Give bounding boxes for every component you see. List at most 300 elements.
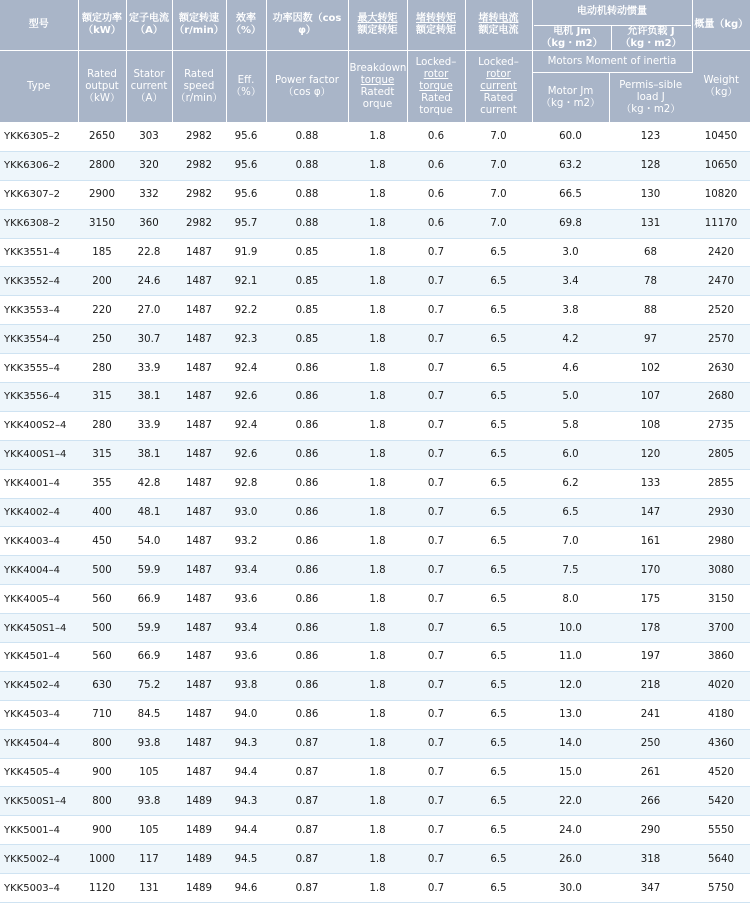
- stator-current-cell: 33.9: [126, 411, 172, 440]
- permissible-load-j-cell: 197: [609, 643, 692, 672]
- locked-rotor-current-cell: 6.5: [465, 440, 532, 469]
- rated-output-cell: 560: [78, 585, 126, 614]
- rated-speed-cell: 1487: [172, 556, 226, 585]
- motor-jm-cell: 15.0: [532, 758, 609, 787]
- locked-rotor-current-cell: 7.0: [465, 123, 532, 152]
- rated-output-cell: 500: [78, 614, 126, 643]
- locked-rotor-torque-cell: 0.7: [407, 238, 465, 267]
- motor-jm-cell: 4.6: [532, 354, 609, 383]
- power-factor-cell: 0.85: [266, 267, 348, 296]
- table-row: [0, 498, 750, 527]
- rated-speed-cell: 1489: [172, 874, 226, 903]
- rated-output-cell: 900: [78, 758, 126, 787]
- stator-current-cell: 42.8: [126, 469, 172, 498]
- rated-output-cell: 900: [78, 816, 126, 845]
- table-row: [0, 874, 750, 903]
- rated-speed-cell: 1487: [172, 671, 226, 700]
- table-row: [0, 325, 750, 354]
- motor-jm-cell: 3.8: [532, 296, 609, 325]
- power-factor-cell: 0.86: [266, 614, 348, 643]
- table-row: [0, 469, 750, 498]
- type-cell: YKK5003–4: [0, 874, 78, 903]
- stator-current-cell: 33.9: [126, 354, 172, 383]
- rated-speed-cell: 1487: [172, 585, 226, 614]
- locked-rotor-torque-cell: 0.7: [407, 758, 465, 787]
- stator-current-cell: 54.0: [126, 527, 172, 556]
- breakdown-torque-cell: 1.8: [348, 787, 407, 816]
- locked-rotor-torque-cell: 0.7: [407, 354, 465, 383]
- header-type-en: Type: [0, 51, 78, 123]
- stator-current-cell: 360: [126, 209, 172, 238]
- locked-rotor-current-cell: 6.5: [465, 729, 532, 758]
- header-output-cn: 额定功率（kW）: [78, 0, 126, 51]
- permissible-load-j-cell: 250: [609, 729, 692, 758]
- type-cell: YKK4005–4: [0, 585, 78, 614]
- motor-jm-cell: 5.0: [532, 383, 609, 412]
- power-factor-cell: 0.86: [266, 643, 348, 672]
- motor-jm-cell: 22.0: [532, 787, 609, 816]
- rated-output-cell: 250: [78, 325, 126, 354]
- table-row: [0, 238, 750, 267]
- rated-speed-cell: 1487: [172, 440, 226, 469]
- efficiency-cell: 92.1: [226, 267, 266, 296]
- table-header: [0, 0, 750, 123]
- weight-cell: 11170: [692, 209, 750, 238]
- motor-jm-cell: 30.0: [532, 874, 609, 903]
- power-factor-cell: 0.87: [266, 787, 348, 816]
- breakdown-torque-cell: 1.8: [348, 411, 407, 440]
- locked-rotor-current-cell: 7.0: [465, 209, 532, 238]
- weight-cell: 3080: [692, 556, 750, 585]
- stator-current-cell: 131: [126, 874, 172, 903]
- power-factor-cell: 0.88: [266, 123, 348, 152]
- permissible-load-j-cell: 120: [609, 440, 692, 469]
- type-cell: YKK3551–4: [0, 238, 78, 267]
- power-factor-cell: 0.86: [266, 383, 348, 412]
- header-pf-en: Power factor （cos φ）: [266, 51, 348, 123]
- locked-rotor-current-cell: 6.5: [465, 267, 532, 296]
- weight-cell: 5640: [692, 845, 750, 874]
- efficiency-cell: 95.6: [226, 151, 266, 180]
- table-row: [0, 354, 750, 383]
- rated-speed-cell: 1487: [172, 238, 226, 267]
- power-factor-cell: 0.87: [266, 729, 348, 758]
- motor-jm-cell: 6.5: [532, 498, 609, 527]
- locked-rotor-torque-cell: 0.7: [407, 325, 465, 354]
- weight-cell: 3700: [692, 614, 750, 643]
- motor-jm-cell: 3.0: [532, 238, 609, 267]
- locked-rotor-current-cell: 6.5: [465, 498, 532, 527]
- power-factor-cell: 0.86: [266, 700, 348, 729]
- table-row: [0, 527, 750, 556]
- weight-cell: 3860: [692, 643, 750, 672]
- stator-current-cell: 66.9: [126, 643, 172, 672]
- rated-output-cell: 220: [78, 296, 126, 325]
- header-lc-cn: 堵转电流 额定电流: [465, 0, 532, 51]
- locked-rotor-current-cell: 6.5: [465, 296, 532, 325]
- motor-jm-cell: 6.2: [532, 469, 609, 498]
- power-factor-cell: 0.88: [266, 209, 348, 238]
- power-factor-cell: 0.85: [266, 325, 348, 354]
- locked-rotor-current-cell: 6.5: [465, 874, 532, 903]
- locked-rotor-torque-cell: 0.7: [407, 383, 465, 412]
- rated-output-cell: 2900: [78, 180, 126, 209]
- efficiency-cell: 93.2: [226, 527, 266, 556]
- power-factor-cell: 0.85: [266, 296, 348, 325]
- table-row: [0, 643, 750, 672]
- header-lt-en: Locked– rotor torque Rated torque: [407, 51, 465, 123]
- table-row: [0, 180, 750, 209]
- efficiency-cell: 93.0: [226, 498, 266, 527]
- breakdown-torque-cell: 1.8: [348, 643, 407, 672]
- breakdown-torque-cell: 1.8: [348, 354, 407, 383]
- type-cell: YKK5002–4: [0, 845, 78, 874]
- weight-cell: 2470: [692, 267, 750, 296]
- header-weight-cn: 概量（kg）: [692, 0, 750, 51]
- permissible-load-j-cell: 161: [609, 527, 692, 556]
- type-cell: YKK4504–4: [0, 729, 78, 758]
- breakdown-torque-cell: 1.8: [348, 614, 407, 643]
- type-cell: YKK3556–4: [0, 383, 78, 412]
- stator-current-cell: 332: [126, 180, 172, 209]
- power-factor-cell: 0.86: [266, 556, 348, 585]
- stator-current-cell: 303: [126, 123, 172, 152]
- permissible-load-j-cell: 123: [609, 123, 692, 152]
- rated-speed-cell: 1487: [172, 700, 226, 729]
- type-cell: YKK4002–4: [0, 498, 78, 527]
- permissible-load-j-cell: 147: [609, 498, 692, 527]
- permissible-load-j-cell: 218: [609, 671, 692, 700]
- rated-speed-cell: 1487: [172, 296, 226, 325]
- locked-rotor-torque-cell: 0.7: [407, 469, 465, 498]
- motor-jm-cell: 6.0: [532, 440, 609, 469]
- locked-rotor-torque-cell: 0.6: [407, 151, 465, 180]
- motor-jm-cell: 7.0: [532, 527, 609, 556]
- motor-jm-cell: 60.0: [532, 123, 609, 152]
- efficiency-cell: 94.4: [226, 816, 266, 845]
- locked-rotor-torque-cell: 0.7: [407, 527, 465, 556]
- stator-current-cell: 93.8: [126, 787, 172, 816]
- rated-speed-cell: 1487: [172, 469, 226, 498]
- rated-speed-cell: 1487: [172, 729, 226, 758]
- permissible-load-j-cell: 261: [609, 758, 692, 787]
- header-speed-cn: 额定转速（r/min）: [172, 0, 226, 51]
- rated-speed-cell: 2982: [172, 180, 226, 209]
- rated-speed-cell: 2982: [172, 209, 226, 238]
- locked-rotor-torque-cell: 0.7: [407, 700, 465, 729]
- weight-cell: 2630: [692, 354, 750, 383]
- locked-rotor-torque-cell: 0.7: [407, 845, 465, 874]
- weight-cell: 2980: [692, 527, 750, 556]
- stator-current-cell: 24.6: [126, 267, 172, 296]
- header-bt-en: Breakdown torque Ratedt orque: [348, 51, 407, 123]
- locked-rotor-current-cell: 6.5: [465, 614, 532, 643]
- type-cell: YKK6306–2: [0, 151, 78, 180]
- breakdown-torque-cell: 1.8: [348, 845, 407, 874]
- table-row: [0, 700, 750, 729]
- stator-current-cell: 105: [126, 758, 172, 787]
- power-factor-cell: 0.86: [266, 469, 348, 498]
- breakdown-torque-cell: 1.8: [348, 151, 407, 180]
- table-row: [0, 411, 750, 440]
- permissible-load-j-cell: 130: [609, 180, 692, 209]
- weight-cell: 5420: [692, 787, 750, 816]
- motor-jm-cell: 14.0: [532, 729, 609, 758]
- rated-output-cell: 3150: [78, 209, 126, 238]
- table-row: [0, 296, 750, 325]
- table-row: [0, 383, 750, 412]
- efficiency-cell: 94.6: [226, 874, 266, 903]
- rated-speed-cell: 1487: [172, 354, 226, 383]
- motor-jm-cell: 11.0: [532, 643, 609, 672]
- header-inertia-en: Motors Moment of inertia: [532, 51, 692, 73]
- weight-cell: 2855: [692, 469, 750, 498]
- locked-rotor-current-cell: 6.5: [465, 816, 532, 845]
- stator-current-cell: 105: [126, 816, 172, 845]
- locked-rotor-current-cell: 7.0: [465, 180, 532, 209]
- power-factor-cell: 0.87: [266, 874, 348, 903]
- weight-cell: 4020: [692, 671, 750, 700]
- efficiency-cell: 95.7: [226, 209, 266, 238]
- rated-speed-cell: 1487: [172, 383, 226, 412]
- permissible-load-j-cell: 133: [609, 469, 692, 498]
- power-factor-cell: 0.86: [266, 440, 348, 469]
- locked-rotor-current-cell: 6.5: [465, 671, 532, 700]
- breakdown-torque-cell: 1.8: [348, 556, 407, 585]
- locked-rotor-torque-cell: 0.6: [407, 209, 465, 238]
- weight-cell: 2805: [692, 440, 750, 469]
- power-factor-cell: 0.85: [266, 238, 348, 267]
- breakdown-torque-cell: 1.8: [348, 325, 407, 354]
- rated-output-cell: 200: [78, 267, 126, 296]
- stator-current-cell: 38.1: [126, 383, 172, 412]
- rated-speed-cell: 1487: [172, 267, 226, 296]
- stator-current-cell: 75.2: [126, 671, 172, 700]
- power-factor-cell: 0.88: [266, 180, 348, 209]
- locked-rotor-current-cell: 6.5: [465, 238, 532, 267]
- efficiency-cell: 93.4: [226, 556, 266, 585]
- efficiency-cell: 95.6: [226, 180, 266, 209]
- motor-jm-cell: 24.0: [532, 816, 609, 845]
- rated-output-cell: 1120: [78, 874, 126, 903]
- stator-current-cell: 48.1: [126, 498, 172, 527]
- type-cell: YKK450S1–4: [0, 614, 78, 643]
- table-row: [0, 729, 750, 758]
- type-cell: YKK4003–4: [0, 527, 78, 556]
- stator-current-cell: 59.9: [126, 614, 172, 643]
- rated-output-cell: 560: [78, 643, 126, 672]
- weight-cell: 4180: [692, 700, 750, 729]
- efficiency-cell: 94.5: [226, 845, 266, 874]
- stator-current-cell: 84.5: [126, 700, 172, 729]
- stator-current-cell: 38.1: [126, 440, 172, 469]
- locked-rotor-current-cell: 6.5: [465, 700, 532, 729]
- table-row: [0, 845, 750, 874]
- type-cell: YKK3554–4: [0, 325, 78, 354]
- rated-speed-cell: 1487: [172, 643, 226, 672]
- rated-speed-cell: 1489: [172, 816, 226, 845]
- motor-jm-cell: 66.5: [532, 180, 609, 209]
- rated-speed-cell: 1487: [172, 758, 226, 787]
- locked-rotor-current-cell: 6.5: [465, 354, 532, 383]
- weight-cell: 5550: [692, 816, 750, 845]
- stator-current-cell: 93.8: [126, 729, 172, 758]
- header-eff-cn: 效率（%）: [226, 0, 266, 51]
- permissible-load-j-cell: 175: [609, 585, 692, 614]
- rated-speed-cell: 2982: [172, 123, 226, 152]
- header-inertia-cn: 电动机转动惯量 电机 Jm （kg・m2） 允许负载 J （kg・m2）: [532, 0, 692, 51]
- power-factor-cell: 0.87: [266, 816, 348, 845]
- permissible-load-j-cell: 108: [609, 411, 692, 440]
- rated-output-cell: 355: [78, 469, 126, 498]
- rated-output-cell: 710: [78, 700, 126, 729]
- efficiency-cell: 93.6: [226, 643, 266, 672]
- rated-output-cell: 1000: [78, 845, 126, 874]
- efficiency-cell: 92.4: [226, 411, 266, 440]
- breakdown-torque-cell: 1.8: [348, 729, 407, 758]
- table-row: [0, 151, 750, 180]
- type-cell: YKK5001–4: [0, 816, 78, 845]
- power-factor-cell: 0.86: [266, 585, 348, 614]
- header-lt-cn: 堵转转矩 额定转矩: [407, 0, 465, 51]
- weight-cell: 10650: [692, 151, 750, 180]
- locked-rotor-current-cell: 6.5: [465, 845, 532, 874]
- locked-rotor-current-cell: 6.5: [465, 787, 532, 816]
- table-row: [0, 123, 750, 152]
- weight-cell: 4520: [692, 758, 750, 787]
- rated-speed-cell: 1487: [172, 498, 226, 527]
- permissible-load-j-cell: 102: [609, 354, 692, 383]
- weight-cell: 10450: [692, 123, 750, 152]
- type-cell: YKK4004–4: [0, 556, 78, 585]
- power-factor-cell: 0.88: [266, 151, 348, 180]
- type-cell: YKK400S2–4: [0, 411, 78, 440]
- power-factor-cell: 0.86: [266, 527, 348, 556]
- type-cell: YKK400S1–4: [0, 440, 78, 469]
- rated-output-cell: 315: [78, 440, 126, 469]
- locked-rotor-current-cell: 6.5: [465, 469, 532, 498]
- efficiency-cell: 94.0: [226, 700, 266, 729]
- header-jl-en: Permis–sible load J （kg・m2）: [609, 73, 692, 123]
- header-weight-en: Weight （kg）: [692, 51, 750, 123]
- breakdown-torque-cell: 1.8: [348, 440, 407, 469]
- type-cell: YKK4501–4: [0, 643, 78, 672]
- breakdown-torque-cell: 1.8: [348, 469, 407, 498]
- rated-output-cell: 2650: [78, 123, 126, 152]
- permissible-load-j-cell: 170: [609, 556, 692, 585]
- header-jl-cn: 允许负载 J （kg・m2）: [620, 25, 682, 49]
- breakdown-torque-cell: 1.8: [348, 383, 407, 412]
- locked-rotor-current-cell: 6.5: [465, 758, 532, 787]
- power-factor-cell: 0.86: [266, 671, 348, 700]
- permissible-load-j-cell: 266: [609, 787, 692, 816]
- locked-rotor-torque-cell: 0.7: [407, 787, 465, 816]
- locked-rotor-torque-cell: 0.7: [407, 556, 465, 585]
- rated-output-cell: 400: [78, 498, 126, 527]
- weight-cell: 3150: [692, 585, 750, 614]
- header-lc-en: Locked– rotor current Rated current: [465, 51, 532, 123]
- locked-rotor-torque-cell: 0.7: [407, 585, 465, 614]
- breakdown-torque-cell: 1.8: [348, 498, 407, 527]
- rated-output-cell: 450: [78, 527, 126, 556]
- breakdown-torque-cell: 1.8: [348, 671, 407, 700]
- weight-cell: 2420: [692, 238, 750, 267]
- rated-output-cell: 500: [78, 556, 126, 585]
- weight-cell: 2930: [692, 498, 750, 527]
- header-bt-cn: 最大转矩 额定转矩: [348, 0, 407, 51]
- efficiency-cell: 92.3: [226, 325, 266, 354]
- rated-speed-cell: 1489: [172, 845, 226, 874]
- table-row: [0, 671, 750, 700]
- header-jm-cn: 电机 Jm （kg・m2）: [534, 26, 612, 51]
- stator-current-cell: 117: [126, 845, 172, 874]
- locked-rotor-torque-cell: 0.7: [407, 411, 465, 440]
- weight-cell: 4360: [692, 729, 750, 758]
- power-factor-cell: 0.86: [266, 498, 348, 527]
- permissible-load-j-cell: 88: [609, 296, 692, 325]
- type-cell: YKK4505–4: [0, 758, 78, 787]
- rated-output-cell: 800: [78, 787, 126, 816]
- efficiency-cell: 95.6: [226, 123, 266, 152]
- stator-current-cell: 27.0: [126, 296, 172, 325]
- efficiency-cell: 93.6: [226, 585, 266, 614]
- locked-rotor-current-cell: 6.5: [465, 325, 532, 354]
- locked-rotor-torque-cell: 0.7: [407, 643, 465, 672]
- rated-speed-cell: 1487: [172, 614, 226, 643]
- breakdown-torque-cell: 1.8: [348, 700, 407, 729]
- locked-rotor-current-cell: 6.5: [465, 643, 532, 672]
- breakdown-torque-cell: 1.8: [348, 209, 407, 238]
- locked-rotor-current-cell: 6.5: [465, 556, 532, 585]
- table-row: [0, 787, 750, 816]
- rated-speed-cell: 2982: [172, 151, 226, 180]
- permissible-load-j-cell: 131: [609, 209, 692, 238]
- efficiency-cell: 94.3: [226, 729, 266, 758]
- locked-rotor-current-cell: 6.5: [465, 585, 532, 614]
- efficiency-cell: 91.9: [226, 238, 266, 267]
- locked-rotor-torque-cell: 0.7: [407, 296, 465, 325]
- stator-current-cell: 22.8: [126, 238, 172, 267]
- weight-cell: 2680: [692, 383, 750, 412]
- motor-jm-cell: 12.0: [532, 671, 609, 700]
- power-factor-cell: 0.87: [266, 845, 348, 874]
- weight-cell: 2570: [692, 325, 750, 354]
- type-cell: YKK3552–4: [0, 267, 78, 296]
- motor-jm-cell: 5.8: [532, 411, 609, 440]
- table-row: [0, 556, 750, 585]
- efficiency-cell: 94.4: [226, 758, 266, 787]
- motor-jm-cell: 4.2: [532, 325, 609, 354]
- table-row: [0, 758, 750, 787]
- type-cell: YKK6305–2: [0, 123, 78, 152]
- locked-rotor-torque-cell: 0.7: [407, 614, 465, 643]
- locked-rotor-torque-cell: 0.7: [407, 267, 465, 296]
- locked-rotor-current-cell: 6.5: [465, 527, 532, 556]
- permissible-load-j-cell: 347: [609, 874, 692, 903]
- table-row: [0, 209, 750, 238]
- header-type-cn: 型号: [0, 0, 78, 51]
- power-factor-cell: 0.86: [266, 354, 348, 383]
- locked-rotor-current-cell: 6.5: [465, 383, 532, 412]
- breakdown-torque-cell: 1.8: [348, 585, 407, 614]
- motor-jm-cell: 10.0: [532, 614, 609, 643]
- locked-rotor-torque-cell: 0.7: [407, 440, 465, 469]
- header-current-en: Stator current （A）: [126, 51, 172, 123]
- power-factor-cell: 0.86: [266, 411, 348, 440]
- stator-current-cell: 66.9: [126, 585, 172, 614]
- header-jm-en: Motor Jm （kg・m2）: [532, 73, 609, 123]
- efficiency-cell: 92.6: [226, 383, 266, 412]
